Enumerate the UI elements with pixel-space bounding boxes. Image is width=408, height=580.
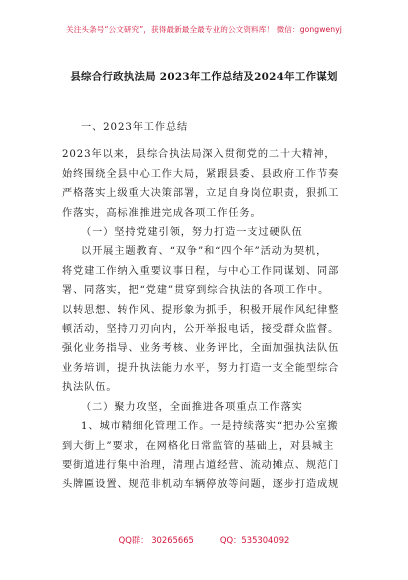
body-line: 执法队伍。 <box>62 382 118 394</box>
body-line: 头牌匾设置、规范非机动车辆停放等问题，逐步打造成规 <box>62 479 340 491</box>
body-line: 以转思想、转作风、提形象为抓手，积极开展作风纪律整 <box>62 304 340 316</box>
body-line: 强化业务指导、业务考核、业务评比，全面加强执法队伍 <box>62 343 340 355</box>
subsection-heading: （一）坚持党建引领，努力打造一支过硬队伍 <box>81 227 303 239</box>
promo-banner: 关注头条号“公文研究”，获得最新最全最专业的公文资料库！ 微信：gongwenyj <box>66 25 342 34</box>
qq-contact-text: QQ：535304092 <box>219 535 290 545</box>
document-body <box>62 118 350 495</box>
body-line: 始终围绕全县中心工作大局，紧跟县委、县政府工作节奏 <box>62 168 340 180</box>
body-line: 顿活动，坚持刀刃向内，公开举报电话，接受群众监督。 <box>62 324 340 336</box>
body-line: 1、城市精细化管理工作。一是持续落实“把办公室搬 <box>81 421 339 433</box>
subsection-heading: （二）聚力攻坚，全面推进各项重点工作落实 <box>81 401 303 413</box>
contact-footer <box>0 534 408 546</box>
body-line: 严格落实上级重大决策部署，立足自身岗位职责，狠抓工 <box>62 188 340 200</box>
body-line: 要街道进行集中治理，清理占道经营、流动摊点、规范门 <box>62 459 340 471</box>
body-line: 2023年以来，县综合执法局深入贯彻党的二十大精神， <box>62 149 336 161</box>
body-line: 以开展主题教育、“双争”和“四个年”活动为契机， <box>81 246 328 258</box>
body-line: 署、同落实，把“党建”贯穿到综合执法的各项工作中。 <box>62 285 330 297</box>
section-heading: 一、2023年工作总结 <box>81 122 189 133</box>
qq-group-text: QQ群： 30265665 <box>118 535 194 545</box>
document-title: 县综合行政执法局 2023年工作总结及2024年工作谋划 <box>70 71 338 83</box>
body-line: 将党建工作纳入重要议事日程，与中心工作同谋划、同部 <box>62 265 340 277</box>
body-line: 业务培训，提升执法能力水平，努力打造一支全能型综合 <box>62 362 340 374</box>
body-line: 到大街上”要求，在网格化日常监管的基础上，对县城主 <box>62 440 335 452</box>
body-line: 作落实，高标准推进完成各项工作任务。 <box>62 207 262 219</box>
